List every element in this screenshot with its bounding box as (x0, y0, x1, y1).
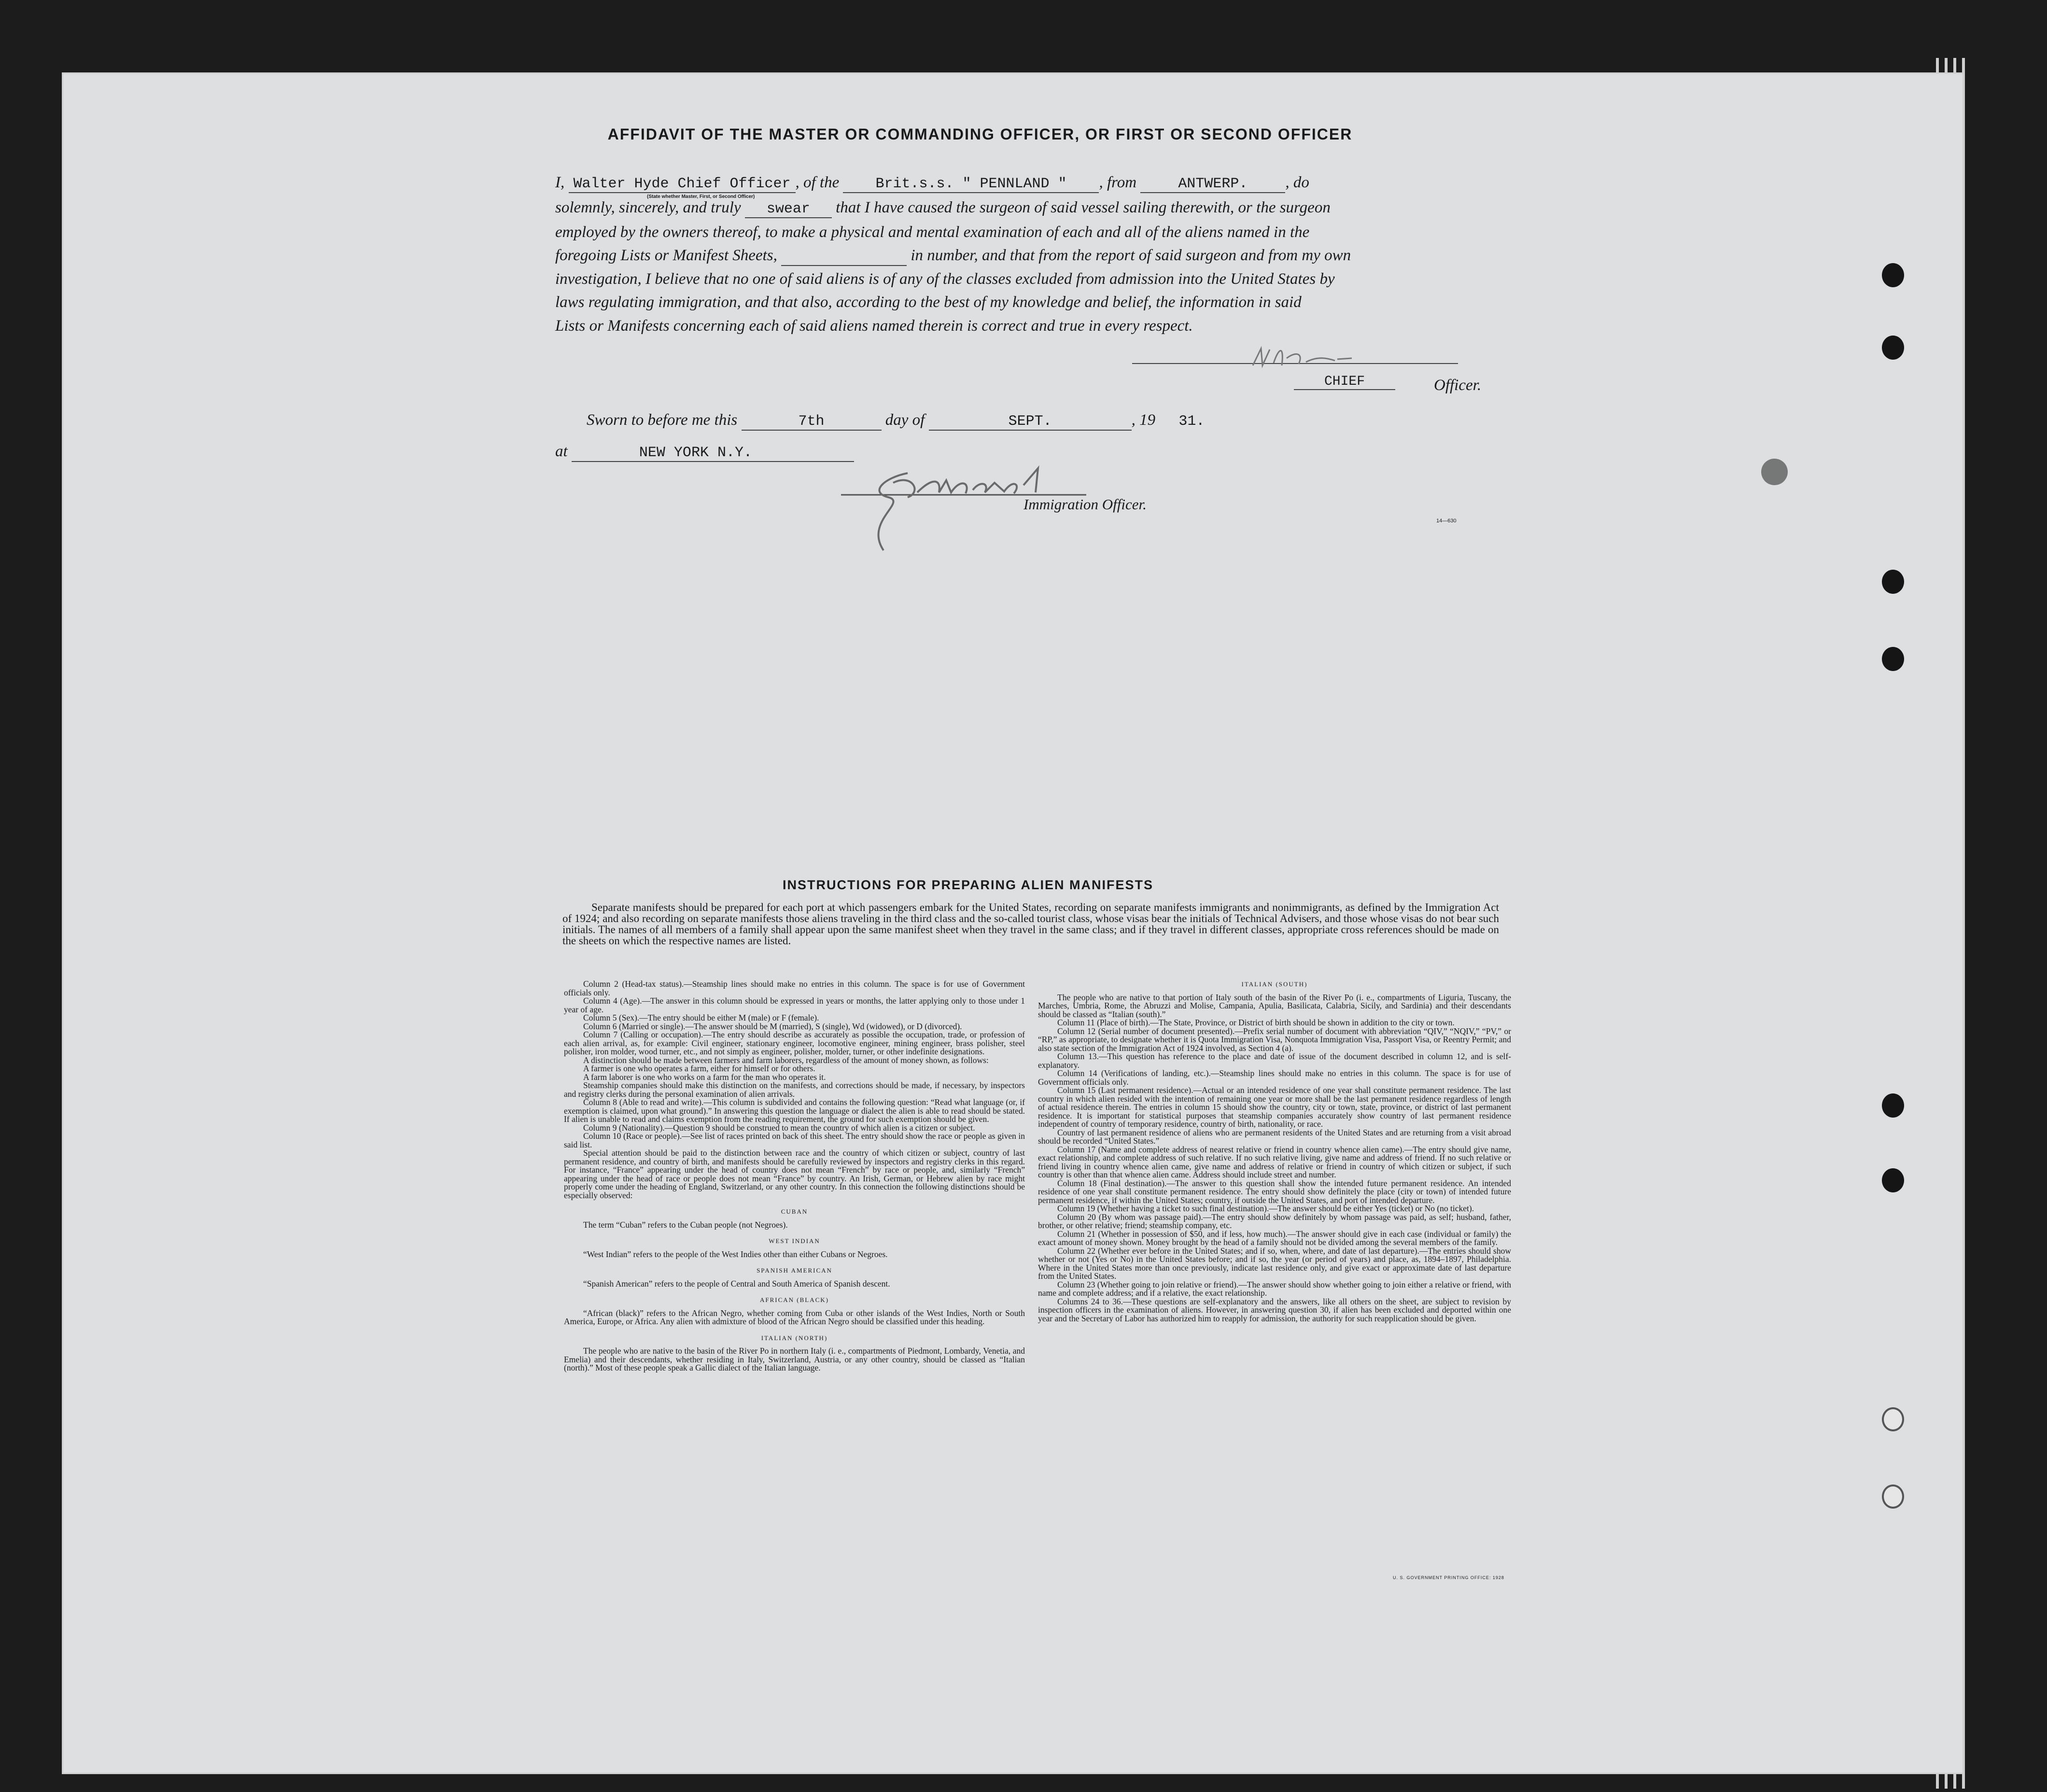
section-heading: SPANISH AMERICAN (757, 1267, 832, 1274)
section-heading: ITALIAN (NORTH) (761, 1334, 828, 1342)
officer-signature (1250, 344, 1395, 373)
instruction-paragraph: A farm laborer is one who works on a farm for the man who operates it. (583, 1072, 826, 1082)
instruction-paragraph: Column 2 (Head-tax status).—Steamship lines should make no entries in this column. The space is for use of Government officials only. (564, 979, 1025, 997)
instruction-paragraph: Special attention should be paid to the distinction between race and the country of which citizen or subject, country of last permanent residence, and country of birth, and manifests should be carefully reviewed by inspectors and registry clerks in this regard. For instance, “France” appearing under the head of country does not mean “French” by race or people, and, similarly “French” appearing under the head of race or people does not mean “France” by country. An Irish, German, or Hebrew alien by race might properly come under the heading of England, Switzerland, or any other country. In this connection the following distinctions should be especially observed: (564, 1148, 1025, 1200)
vessel-field: Brit.s.s. " PENNLAND " (843, 176, 1099, 193)
immigration-officer-label: Immigration Officer. (1024, 496, 1147, 513)
instruction-paragraph: Column 14 (Verifications of landing, etc.).—Steamship lines should make no entries in this column. The space is for use of Government officials only. (1038, 1068, 1511, 1087)
punch-hole (1882, 570, 1904, 594)
year-field: 31. (1178, 413, 1205, 430)
instruction-paragraph: Column 22 (Whether ever before in the United States; and if so, when, where, and date of last departure).—The entries should show whether or not (Yes or No) in the United States before; and if so, the year (or period of years) and place, as, 1894–1897, Philadelphia. Where in the United States more than once previously, indicate last residence only, and give exact or approximate date of last departure from the United States. (1038, 1246, 1511, 1281)
instructions-title: INSTRUCTIONS FOR PREPARING ALIEN MANIFESTS (782, 878, 1154, 892)
instruction-paragraph: Column 9 (Nationality).—Question 9 should be construed to mean the country of which alien is a citizen or subject. (583, 1122, 975, 1133)
text: , of the (795, 174, 840, 191)
instruction-paragraph: Column 8 (Able to read and write).—This column is subdivided and contains the following question: “Read what language (or, if exemption is claimed, upon what ground).” In answering this question the language or dialect the alien is able to read should be stated. If alien is unable to read and claims exemption from the reading requirement, the ground for such exemption should be given. (564, 1097, 1025, 1124)
affidavit-line-6: laws regulating immigration, and that also, according to the best of my knowledge and belief, the information in said (555, 294, 1302, 311)
section-heading: AFRICAN (BLACK) (759, 1296, 829, 1303)
punch-hole (1882, 647, 1904, 671)
text: solemnly, sincerely, and truly (555, 199, 741, 216)
affidavit-line-4 (555, 247, 1487, 266)
affidavit-line-3: employed by the owners thereof, to make a physical and mental examination of each and all of the aliens named in the (555, 224, 1310, 241)
instruction-paragraph: Column 12 (Serial number of document presented).—Prefix serial number of document with abbreviation “QIV,” “NQIV,” “PV,” or “RP,” as appropriate, to designate whether it is Quota Immigration Visa, Nonquota Immigration Visa, Passport Visa, or Reentry Permit; and also state section of the Immigration Act of 1924 involved, as Section 4 (a). (1038, 1026, 1511, 1053)
month-field: SEPT. (929, 413, 1132, 431)
text: in number, and that from the report of said surgeon and from my own (911, 247, 1351, 264)
instruction-paragraph: Column 20 (By whom was passage paid).—The entry should show definitely by whom passage was paid, as self; husband, father, brother, or other relative; friend; steamship company, etc. (1038, 1212, 1511, 1230)
port-field: ANTWERP. (1140, 176, 1285, 193)
instruction-paragraph: “West Indian” refers to the people of the West Indies other than either Cubans or Negroes. (583, 1249, 888, 1259)
instruction-paragraph: Column 6 (Married or single).—The answer should be M (married), S (single), Wd (widowed), or D (divorced). (583, 1021, 962, 1031)
instruction-paragraph: Column 11 (Place of birth).—The State, Province, or District of birth should be shown in addition to the city or town. (1057, 1018, 1455, 1027)
text: Sworn to before me this (587, 411, 738, 429)
sheet-count-field (781, 249, 907, 266)
place-line (555, 443, 1487, 462)
instruction-paragraph: Column 5 (Sex).—The entry should be either M (male) or F (female). (583, 1013, 819, 1022)
instruction-paragraph: A farmer is one who operates a farm, either for himself or for others. (583, 1064, 815, 1073)
instruction-paragraph: Column 21 (Whether in possession of $50, and if less, how much).—The answer should give in each case (individual or family) the exact amount of money shown. Money brought by the head of a family should not be divided among the several members of the family. (1038, 1229, 1511, 1247)
form-number: 14—630 (1436, 518, 1457, 524)
instruction-paragraph: Column 17 (Name and complete address of nearest relative or friend in country whence alien came).—The entry should give name, exact relationship, and complete address of such relative. If no such relative living, give name and address of friend. If no such relative or friend living in country whence alien came, give name and address of relative or friend in country of which citizen or subject, if such country is other than that whence alien came. Address should include street and number. (1038, 1144, 1511, 1179)
text: at (555, 443, 568, 460)
section-heading: CUBAN (781, 1208, 808, 1215)
instruction-paragraph: Column 15 (Last permanent residence).—Actual or an intended residence of one year shall constitute permanent residence. The last country in which alien resided with the intention of remaining one year or more shall be the last permanent residence regardless of length of actual residence therein. The entries in column 15 should show the country, city or town, state, province, or district of last permanent residence. It is important for statistical purposes that steamship companies accurately show country of last permanent residence independent of country of temporary residence, country of birth, nationality, or race. (1038, 1085, 1511, 1129)
affidavit-line-2 (555, 199, 1487, 218)
punch-hole (1882, 263, 1904, 287)
sworn-line (587, 411, 1518, 431)
oath-field: swear (745, 201, 832, 218)
officer-rank-note: (State whether Master, First, or Second Officer) (647, 194, 755, 199)
instruction-paragraph: Column 7 (Calling or occupation).—The entry should describe as accurately as possible the occupation, trade, or profession of each alien arrival, as, for example: Civil engineer, stationary engineer, locomotive engineer, mining engineer, brass polisher, steel polisher, iron molder, wood turner, etc., and not simply as engineer, polisher, molder, turner, or other indefinite designations. (564, 1030, 1025, 1056)
officer-name-field: Walter Hyde Chief Officer (569, 176, 796, 193)
instruction-paragraph: Steamship companies should make this distinction on the manifests, and corrections should be made, if necessary, by inspectors and registry clerks during the personal examination of alien arrivals. (564, 1080, 1025, 1099)
text: , 19 (1131, 411, 1156, 429)
affidavit-title: AFFIDAVIT OF THE MASTER OR COMMANDING OFFICER, OR FIRST OR SECOND OFFICER (607, 126, 1353, 143)
text: I, (555, 174, 565, 191)
text: , from (1099, 174, 1137, 191)
punch-hole (1882, 1168, 1904, 1192)
text: that I have caused the surgeon of said vessel sailing therewith, or the surgeon (836, 199, 1331, 216)
punch-hole (1882, 336, 1904, 360)
day-field: 7th (742, 413, 882, 431)
affidavit-line-1 (555, 174, 1487, 193)
instructions-intro: Separate manifests should be prepared for each port at which passengers embark for the United States, recording on separate manifests immigrants and nonimmigrants, as defined by the Immigration Act of 1924; and also recording on separate manifests those aliens traveling in the third class and the so-called tourist class, whose visas bear the initials of Technical Advisers, and those whose visas do not bear such initials. The names of all members of a family shall appear upon the same manifest sheet when they travel in the same class; and if they travel in different classes, appropriate cross references should be made on the sheets on which the respective names are listed. (562, 901, 1499, 947)
printing-office-imprint: U. S. GOVERNMENT PRINTING OFFICE: 1928 (1393, 1575, 1504, 1580)
section-heading: ITALIAN (SOUTH) (1241, 980, 1308, 988)
text: day of (885, 411, 925, 429)
instruction-paragraph: The term “Cuban” refers to the Cuban people (not Negroes). (583, 1219, 788, 1230)
section-heading: WEST INDIAN (769, 1237, 820, 1245)
punch-hole (1882, 1407, 1904, 1431)
text: foregoing Lists or Manifest Sheets, (555, 247, 777, 264)
instruction-paragraph: Column 18 (Final destination).—The answer to this question shall show the intended future permanent residence. An intended residence of one year shall constitute permanent residence. The entry should show definitely the place (city or town) of intended future permanent residence, if within the United States; country, if outside the United States, and port of intended departure. (1038, 1178, 1511, 1205)
text: , do (1285, 174, 1309, 191)
affidavit-line-7: Lists or Manifests concerning each of said aliens named therein is correct and true in every respect. (555, 317, 1193, 335)
instruction-paragraph: Column 13.—This question has reference to the place and date of issue of the document described in column 12, and is self-explanatory. (1038, 1051, 1511, 1070)
punch-hole (1882, 1484, 1904, 1509)
instruction-paragraph: Columns 24 to 36.—These questions are self-explanatory and the answers, like all others on the sheet, are subject to revision by inspection officers in the examination of aliens. However, in answering question 30, if alien has been excluded and deported within one year and the Secretary of Labor has authorized him to reapply for admission, the authority for such reapplication should be given. (1038, 1296, 1511, 1323)
instruction-paragraph: Column 4 (Age).—The answer in this column should be expressed in years or months, the latter applying only to those under 1 year of age. (564, 996, 1025, 1014)
instruction-paragraph: “African (black)” refers to the African Negro, whether coming from Cuba or other islands of the West Indies, North or South America, Europe, or Africa. Any alien with admixture of blood of the African Negro should be classified under this heading. (564, 1308, 1025, 1326)
instructions-right-column (1038, 980, 1511, 1323)
instructions-left-column (564, 980, 1025, 1372)
instruction-paragraph: The people who are native to the basin of the River Po in northern Italy (i. e., compartments of Piedmont, Lombardy, Venetia, and Emelia) and their descendants, whether residing in Italy, Switzerland, Austria, or any other country, should be classed as “Italian (north).” Most of these people speak a Gallic dialect of the Italian language. (564, 1346, 1025, 1372)
instruction-paragraph: Column 10 (Race or people).—See list of races printed on back of this sheet. The entry should show the race or people as given in said list. (564, 1131, 1025, 1149)
instruction-paragraph: A distinction should be made between farmers and farm laborers, regardless of the amount of money shown, as follows: (583, 1055, 989, 1065)
punch-hole (1882, 1093, 1904, 1118)
ink-smudge (1761, 459, 1788, 485)
instruction-paragraph: The people who are native to that portion of Italy south of the basin of the River Po (i. e., compartments of Liguria, Tuscany, the Marches, Umbria, Rome, the Abruzzi and Molise, Campania, Apulia, Basilicata, Calabria, Sicily, and Sardinia) and their descendants should be classed as “Italian (south).” (1038, 992, 1511, 1019)
instruction-paragraph: Column 19 (Whether having a ticket to such final destination).—The answer should be either Yes (ticket) or No (no ticket). (1057, 1204, 1474, 1213)
affidavit-line-5: investigation, I believe that no one of said aliens is of any of the classes excluded from admission into the United States by (555, 270, 1335, 288)
officer-rank-field: CHIEF (1294, 374, 1395, 390)
instruction-paragraph: “Spanish American” refers to the people of Central and South America of Spanish descent. (583, 1278, 890, 1288)
instruction-paragraph: Column 23 (Whether going to join relative or friend).—The answer should show whether going to join either a relative or friend, with name and complete address; and if a relative, the exact relationship. (1038, 1279, 1511, 1298)
instruction-paragraph: Country of last permanent residence of aliens who are permanent residents of the United States and are returning from a visit abroad should be recorded “United States.” (1038, 1127, 1511, 1146)
place-field: NEW YORK N.Y. (572, 445, 854, 462)
officer-suffix: Officer. (1434, 377, 1482, 394)
